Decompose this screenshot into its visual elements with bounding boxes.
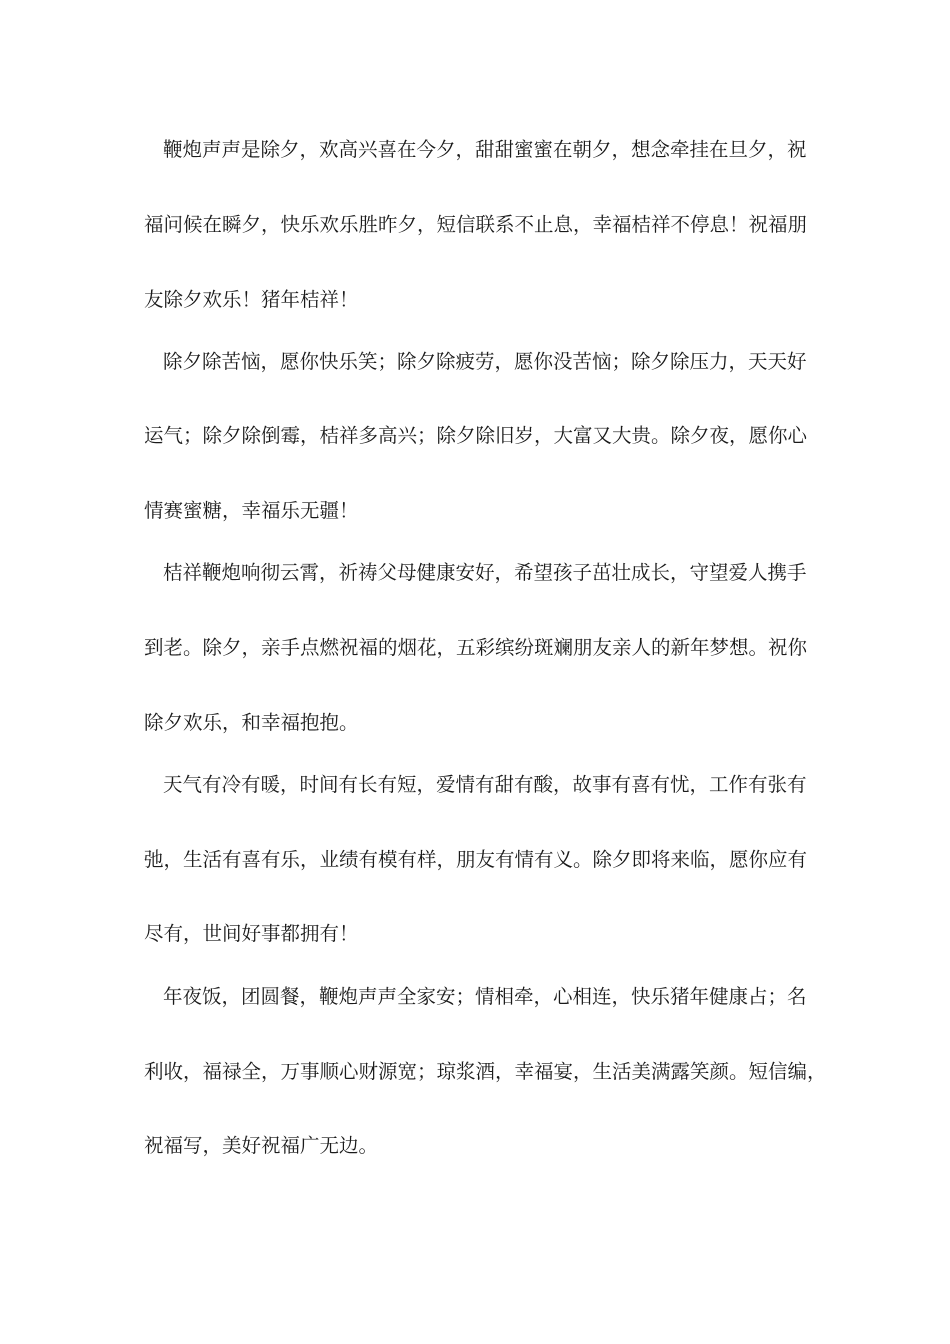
paragraph-5-line-2: 利收，福禄全，万事顺心财源宽；琼浆酒，幸福宴，生活美满露笑颜。短信编， — [144, 1060, 827, 1083]
paragraph-1-line-1: 鞭炮声声是除夕，欢高兴喜在今夕，甜甜蜜蜜在朝夕，想念牵挂在旦夕，祝 — [163, 138, 807, 161]
paragraph-1-line-2: 福问候在瞬夕，快乐欢乐胜昨夕，短信联系不止息，幸福桔祥不停息！祝福朋 — [144, 213, 808, 236]
paragraph-4-line-3: 尽有，世间好事都拥有！ — [144, 922, 359, 945]
paragraph-1-line-3: 友除夕欢乐！猪年桔祥！ — [144, 288, 359, 311]
paragraph-3-line-2: 到老。除夕，亲手点燃祝福的烟花，五彩缤纷斑斓朋友亲人的新年梦想。祝你 — [144, 636, 808, 659]
paragraph-5-line-1: 年夜饭，团圆餐，鞭炮声声全家安；情相牵，心相连，快乐猪年健康占；名 — [163, 985, 807, 1008]
paragraph-2-line-1: 除夕除苦恼，愿你快乐笑；除夕除疲劳，愿你没苦恼；除夕除压力，天天好 — [163, 350, 807, 373]
paragraph-4-line-1: 天气有冷有暖，时间有长有短，爱情有甜有酸，故事有喜有忧，工作有张有 — [163, 773, 807, 796]
paragraph-5-line-3: 祝福写，美好祝福广无边。 — [144, 1134, 379, 1157]
paragraph-2-line-3: 情赛蜜糖，幸福乐无疆！ — [144, 499, 359, 522]
paragraph-3-line-1: 桔祥鞭炮响彻云霄，祈祷父母健康安好，希望孩子茁壮成长，守望爱人携手 — [163, 561, 807, 584]
paragraph-2-line-2: 运气；除夕除倒霉，桔祥多高兴；除夕除旧岁，大富又大贵。除夕夜，愿你心 — [144, 424, 808, 447]
paragraph-4-line-2: 弛，生活有喜有乐，业绩有模有样，朋友有情有义。除夕即将来临，愿你应有 — [144, 848, 808, 871]
paragraph-3-line-3: 除夕欢乐，和幸福抱抱。 — [144, 711, 359, 734]
